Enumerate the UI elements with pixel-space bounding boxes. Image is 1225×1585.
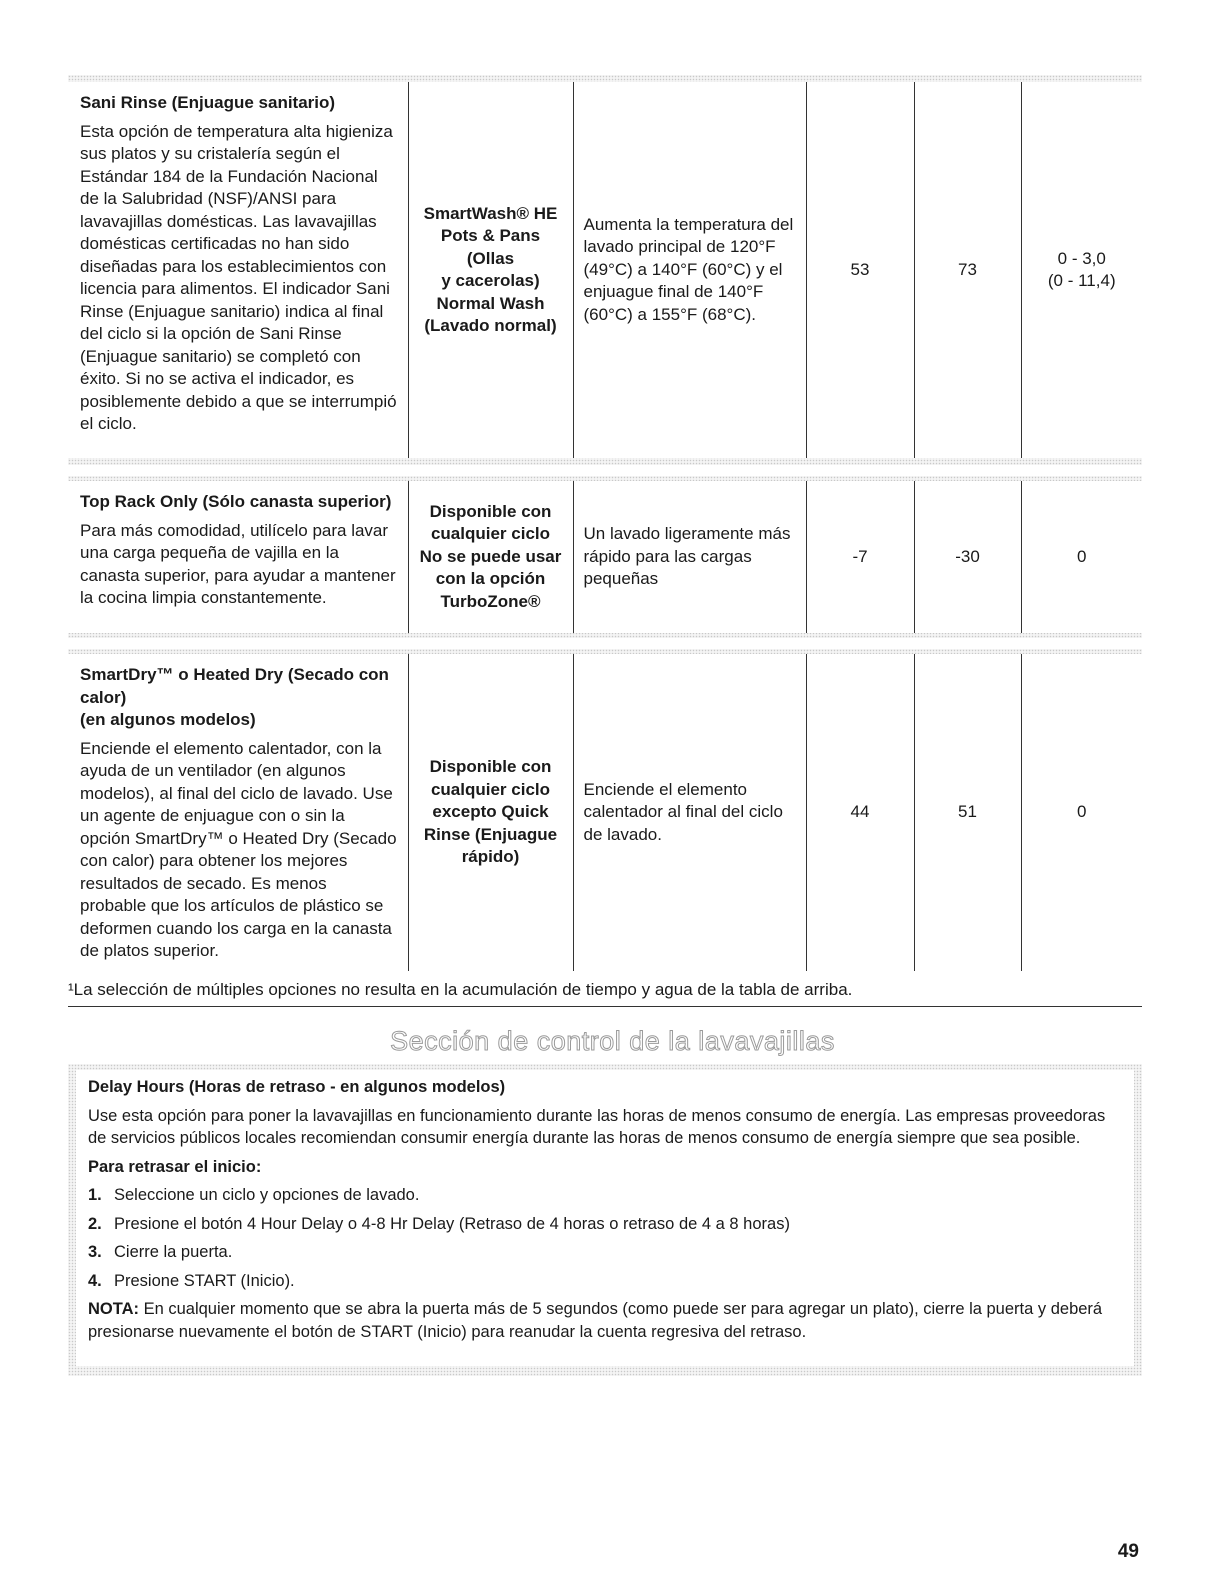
- delay-note: [88, 1298, 1122, 1343]
- option-extra: 0: [1021, 654, 1142, 971]
- list-item: [88, 1270, 1122, 1293]
- step-text: Presione START (Inicio).: [114, 1271, 295, 1290]
- step-text: Seleccione un ciclo y opciones de lavado.: [114, 1186, 420, 1204]
- step-number: 1.: [88, 1186, 102, 1204]
- footnote: ¹La selección de múltiples opciones no resulta en la acumulación de tiempo y agua de la tabla de arriba.: [68, 980, 1142, 1007]
- delay-steps: [88, 1184, 1122, 1292]
- list-item: [88, 1213, 1122, 1236]
- cycle-line: Disponible con: [429, 757, 552, 776]
- option-title: Sani Rinse (Enjuague sanitario): [80, 93, 336, 112]
- option-row-top-rack: [68, 481, 1142, 633]
- delay-hours-box: [68, 1064, 1142, 1376]
- option-description: Un lavado ligeramente más rápido para las cargas pequeñas: [573, 481, 806, 633]
- option-body: Esta opción de temperatura alta higieniza sus platos y su cristalería según el Estándar 184 de la Fundación Nacional de la Salubridad (NSF)/ANSI para lavavajillas domésticas. Las lavavajillas domésticas certificadas no han sido diseñadas para los establecimientos con licencia para alimentos. El indicador Sani Rinse (Enjuague sanitario) indica al final del ciclo si la opción de Sani Rinse (Enjuague sanitario) se completó con éxito. Si no se activa el indicador, es posiblemente debido a que se interrumpió el ciclo.: [80, 121, 397, 433]
- note-text: En cualquier momento que se abra la puerta más de 5 segundos (como puede ser para agregar un plato), cierre la puerta y deberá presionarse nuevamente el botón de START (Inicio) para reanudar la cuenta regresiva del retraso.: [88, 1300, 1103, 1341]
- cycle-line: rápido): [461, 847, 520, 866]
- option-extra-value: 0 - 3,0: [1057, 248, 1106, 268]
- option-water: -30: [914, 481, 1021, 633]
- option-cycles: [408, 654, 573, 971]
- cycle-line: cualquier ciclo: [430, 779, 551, 799]
- delay-subtitle: Para retrasar el inicio:: [88, 1157, 262, 1176]
- option-extra: 0: [1021, 481, 1142, 633]
- option-extra-value-2: (0 - 11,4): [1047, 271, 1116, 290]
- list-item: [88, 1184, 1122, 1207]
- cycle-line: Disponible con: [429, 501, 552, 521]
- cycle-line: TurboZone®: [440, 591, 541, 611]
- delay-title: Delay Hours (Horas de retraso - en algunos modelos): [88, 1078, 506, 1096]
- cycle-line: excepto Quick: [432, 802, 549, 821]
- option-body: Para más comodidad, utilícelo para lavar una carga pequeña de vajilla en la canasta superior, para ayudar a mantener la cocina limpia constantemente.: [80, 520, 396, 607]
- step-number: 4.: [88, 1271, 102, 1290]
- cycle-line: (Lavado normal): [424, 316, 557, 335]
- cycle-line: SmartWash® HE: [423, 203, 558, 223]
- cycle-line: Normal Wash: [436, 293, 545, 313]
- option-cycles: [408, 82, 573, 458]
- option-description: Aumenta la temperatura del lavado principal de 120°F (49°C) a 140°F (60°C) y el enjuague final de 140°F (60°C) a 155°F (68°C).: [573, 82, 806, 458]
- option-cycles: [408, 481, 573, 633]
- cycle-line: con la opción: [435, 569, 546, 589]
- option-body: Enciende el elemento calentador, con la ayuda de un ventilador (en algunos modelos), al final del ciclo de lavado. Use un agente de enjuague con o sin la opción SmartDry™ o Heated Dry (Secado con calor) para obtener los mejores resultados de secado. Es menos probable que los artículos de plástico se deformen cuando los carga en la canasta de platos superior.: [80, 738, 397, 960]
- page-number: 49: [1117, 1541, 1139, 1562]
- option-extra: [1021, 82, 1142, 458]
- cycle-line: Pots & Pans (Ollas: [440, 226, 541, 268]
- cycle-line: Rinse (Enjuague: [423, 824, 558, 844]
- cycle-line: No se puede usar: [419, 546, 562, 566]
- option-subtitle: (en algunos modelos): [80, 710, 256, 729]
- step-text: Presione el botón 4 Hour Delay o 4-8 Hr Delay (Retraso de 4 horas o retraso de 4 a 8 horas): [114, 1214, 790, 1233]
- option-title: SmartDry™ o Heated Dry (Secado con calor): [80, 665, 389, 707]
- step-text: Cierre la puerta.: [114, 1243, 233, 1261]
- option-row-smartdry: [68, 654, 1142, 971]
- option-time: -7: [806, 481, 914, 633]
- step-number: 2.: [88, 1214, 102, 1233]
- option-water: 73: [914, 82, 1021, 458]
- list-item: [88, 1241, 1122, 1264]
- note-label: NOTA:: [88, 1300, 140, 1318]
- option-water: 51: [914, 654, 1021, 971]
- delay-intro: Use esta opción para poner la lavavajillas en funcionamiento durante las horas de menos consumo de energía. Las empresas proveedoras de servicios públicos locales recomiendan consumir energía durante las horas de menos consumo de energía siempre que sea posible.: [88, 1106, 1106, 1147]
- step-number: 3.: [88, 1243, 102, 1261]
- option-description: Enciende el elemento calentador al final del ciclo de lavado.: [573, 654, 806, 971]
- option-title: Top Rack Only (Sólo canasta superior): [80, 492, 392, 511]
- cycle-line: y cacerolas): [441, 271, 540, 290]
- option-time: 44: [806, 654, 914, 971]
- option-time: 53: [806, 82, 914, 458]
- section-title: Sección de control de la lavavajillas: [390, 1026, 835, 1056]
- option-row-sani-rinse: [68, 82, 1142, 458]
- cycle-line: cualquier ciclo: [430, 524, 551, 544]
